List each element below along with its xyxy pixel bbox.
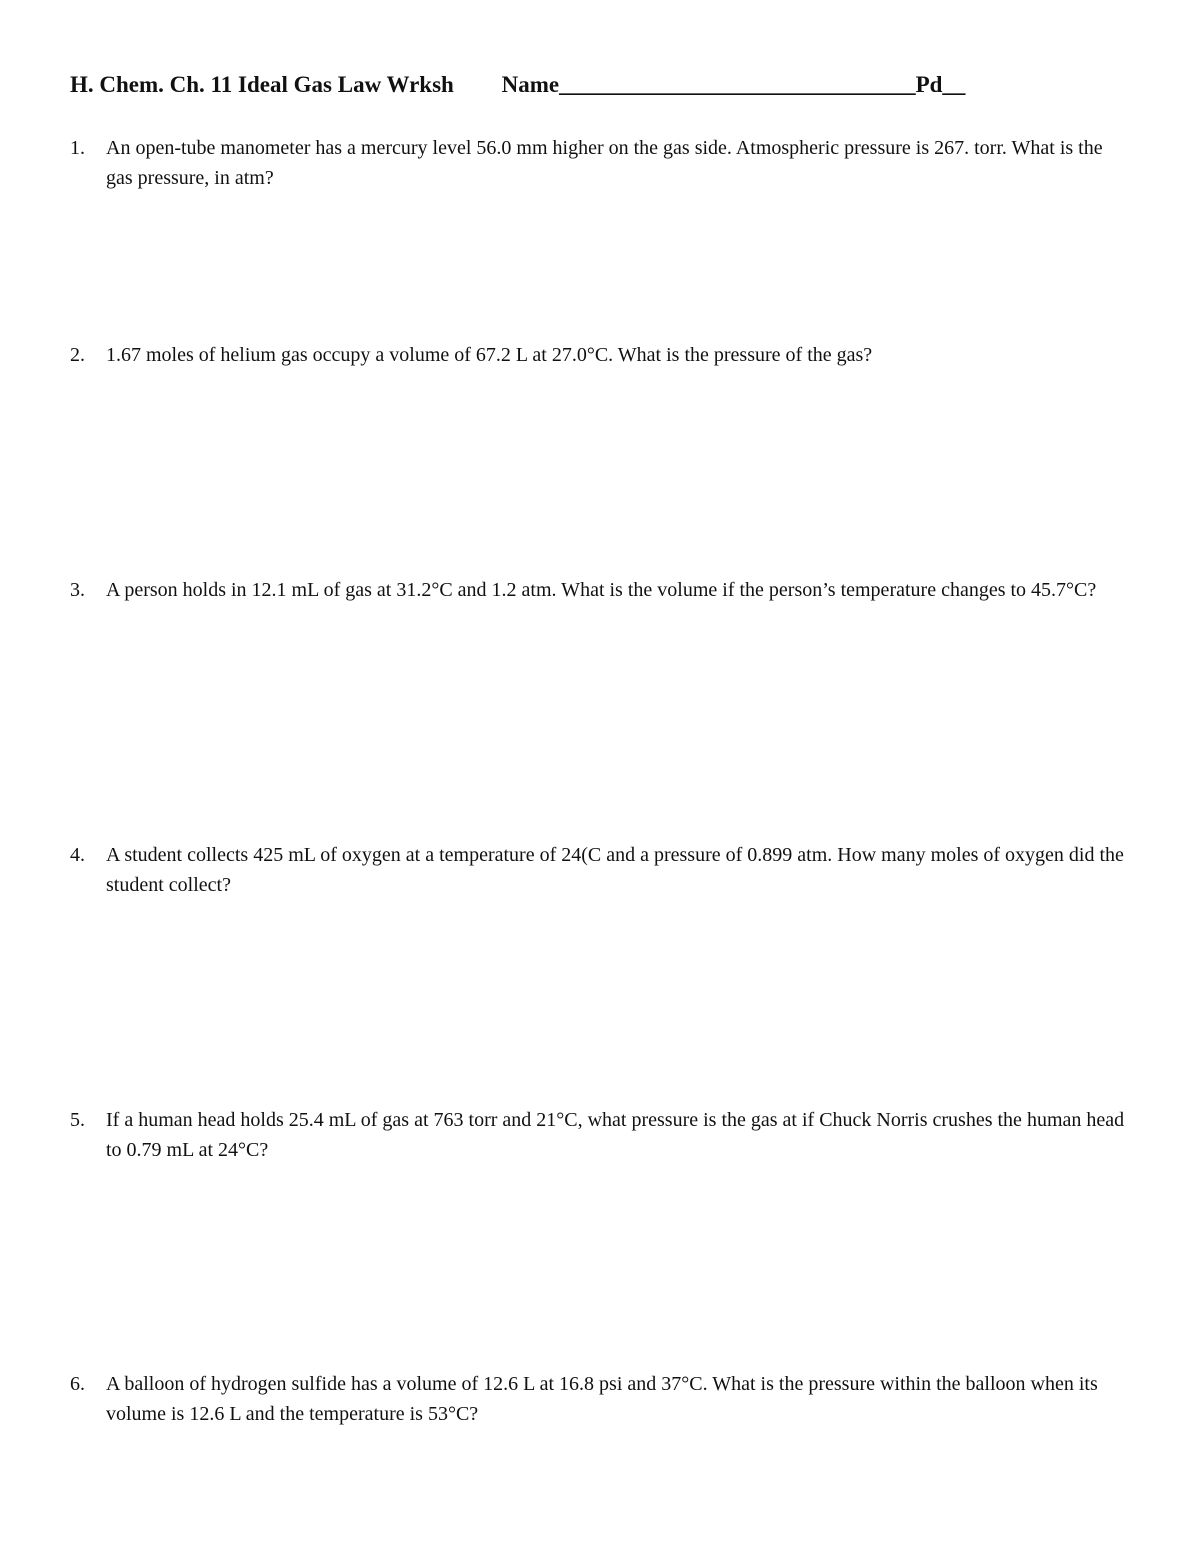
question-2 bbox=[70, 340, 1130, 370]
question-number: 4. bbox=[70, 844, 85, 866]
question-number: 2. bbox=[70, 344, 85, 366]
question-text: If a human head holds 25.4 mL of gas at 763 torr and 21°C, what pressure is the gas at if Chuck Norris crushes the human head to 0.79 mL at 24°C? bbox=[106, 1109, 1125, 1161]
name-blank-line: _______________________________ bbox=[559, 72, 916, 97]
worksheet-header bbox=[70, 72, 965, 98]
question-text: 1.67 moles of helium gas occupy a volume of 67.2 L at 27.0°C. What is the pressure of the gas? bbox=[106, 344, 873, 366]
period-blank-line: __ bbox=[942, 72, 966, 97]
question-number: 6. bbox=[70, 1373, 85, 1395]
question-3 bbox=[70, 575, 1130, 605]
question-5 bbox=[70, 1105, 1130, 1165]
name-label: Name bbox=[501, 72, 560, 97]
question-4 bbox=[70, 840, 1130, 900]
question-1 bbox=[70, 133, 1130, 193]
question-number: 5. bbox=[70, 1109, 85, 1131]
period-label: Pd bbox=[915, 72, 943, 97]
question-number: 1. bbox=[70, 137, 85, 159]
worksheet-title: H. Chem. Ch. 11 Ideal Gas Law Wrksh bbox=[70, 72, 454, 97]
question-text: A person holds in 12.1 mL of gas at 31.2°C and 1.2 atm. What is the volume if the person’s temperature changes to 45.7°C? bbox=[106, 579, 1097, 601]
question-text: A balloon of hydrogen sulfide has a volume of 12.6 L at 16.8 psi and 37°C. What is the pressure within the balloon when its volume is 12.6 L and the temperature is 53°C? bbox=[106, 1373, 1098, 1425]
question-text: A student collects 425 mL of oxygen at a temperature of 24(C and a pressure of 0.899 atm. How many moles of oxygen did the student collect? bbox=[106, 844, 1124, 896]
question-text: An open-tube manometer has a mercury level 56.0 mm higher on the gas side. Atmospheric pressure is 267. torr. What is the gas pressure, in atm? bbox=[106, 137, 1103, 189]
question-6 bbox=[70, 1369, 1130, 1429]
question-number: 3. bbox=[70, 579, 85, 601]
